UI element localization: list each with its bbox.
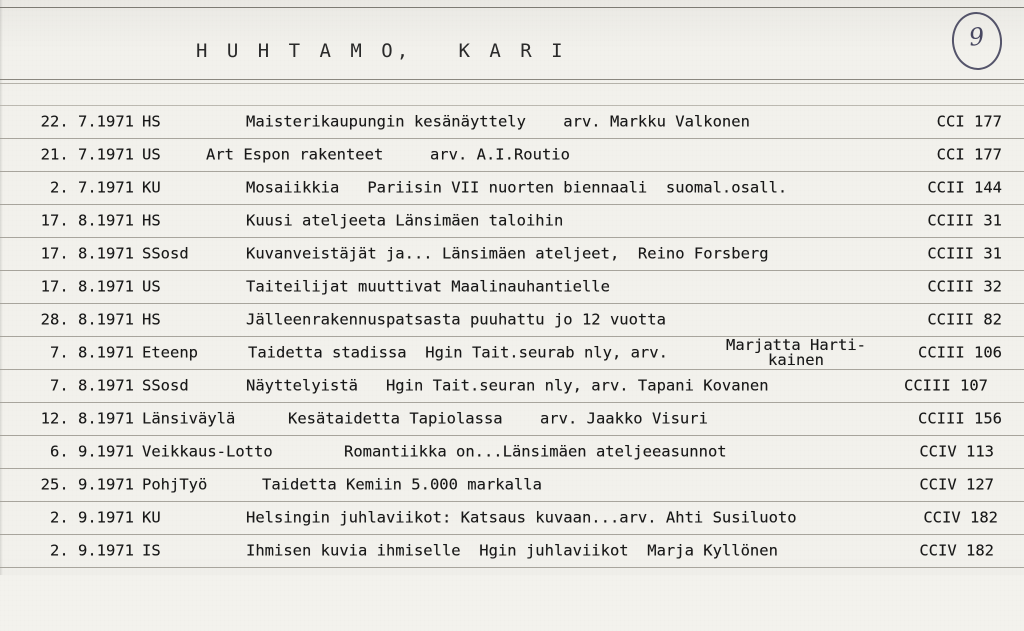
table-row[interactable] (0, 403, 1024, 436)
top-border-line (0, 7, 1024, 8)
entry-source: US (142, 277, 161, 296)
entry-title: Taidetta stadissa Hgin Tait.seurab nly, arv. (248, 343, 668, 362)
table-row[interactable] (0, 370, 1024, 403)
entry-title: Taidetta Kemiin 5.000 markalla (262, 475, 542, 494)
entry-date: 22. 7.1971 (40, 112, 134, 131)
entry-title-continuation (726, 338, 866, 368)
entry-source: KU (142, 178, 161, 197)
entry-title: Maisterikaupungin kesänäyttely arv. Markku Valkonen (246, 112, 750, 131)
entry-source: KU (142, 508, 161, 527)
entry-title: Kuusi ateljeeta Länsimäen taloihin (246, 211, 564, 230)
entry-date: 6. 9.1971 (50, 442, 134, 461)
page-number-circle (949, 10, 1005, 73)
table-row[interactable] (0, 238, 1024, 271)
entry-date: 2. 9.1971 (50, 508, 134, 527)
entry-source: SSosd (142, 244, 189, 263)
table-row[interactable] (0, 304, 1024, 337)
table-row[interactable] (0, 271, 1024, 304)
entry-date: 7. 8.1971 (50, 343, 134, 362)
continuation-line-2: kainen (767, 351, 824, 369)
entry-title: Mosaiikkia Pariisin VII nuorten biennaali suomal.osall. (246, 178, 788, 197)
entry-reference: CCIII 107 (904, 376, 988, 395)
entry-date: 28. 8.1971 (40, 310, 134, 329)
entry-title: Romantiikka on...Länsimäen ateljeeasunnot (344, 442, 727, 461)
header-separator-line-inner (0, 83, 1024, 84)
entry-reference: CCIII 156 (918, 409, 1002, 428)
header-separator-line-outer (0, 79, 1024, 80)
entry-title: Kesätaidetta Tapiolassa arv. Jaakko Visuri (288, 409, 708, 428)
entry-source: US (142, 145, 161, 164)
entry-source: HS (142, 310, 161, 329)
entry-reference: CCIII 32 (927, 277, 1002, 296)
entry-date: 12. 8.1971 (40, 409, 134, 428)
page-number: 9 (967, 22, 986, 52)
entry-source: HS (142, 211, 161, 230)
page-bottom-margin (0, 575, 1024, 631)
bibliography-table (0, 105, 1024, 568)
entry-reference: CCIV 182 (923, 508, 998, 527)
entry-source: HS (142, 112, 161, 131)
entry-reference: CCIII 82 (927, 310, 1002, 329)
entry-reference: CCIV 127 (919, 475, 994, 494)
entry-reference: CCII 144 (927, 178, 1002, 197)
entry-date: 17. 8.1971 (40, 211, 134, 230)
entry-title: Taiteilijat muuttivat Maalinauhantielle (246, 277, 610, 296)
entry-date: 7. 8.1971 (50, 376, 134, 395)
table-row[interactable] (0, 502, 1024, 535)
continuation-line-1: Marjatta Harti- (726, 336, 866, 354)
entry-date: 2. 7.1971 (50, 178, 134, 197)
table-row[interactable] (0, 105, 1024, 139)
entry-reference: CCI 177 (936, 112, 1002, 131)
entry-date: 25. 9.1971 (40, 475, 134, 494)
entry-source: IS (142, 541, 161, 560)
entry-reference: CCI 177 (936, 145, 1002, 164)
entry-source: Länsiväylä (142, 409, 236, 428)
entry-reference: CCIII 106 (918, 343, 1002, 362)
entry-title: Art Espon rakenteet arv. A.I.Routio (206, 145, 570, 164)
table-row[interactable] (0, 337, 1024, 370)
entry-title: Näyttelyistä Hgin Tait.seuran nly, arv. Tapani Kovanen (246, 376, 769, 395)
entry-source: Veikkaus-Lotto (142, 442, 273, 461)
entry-reference: CCIV 113 (919, 442, 994, 461)
entry-date: 21. 7.1971 (40, 145, 134, 164)
entry-title: Jälleenrakennuspatsasta puuhattu jo 12 vuotta (246, 310, 666, 329)
entry-title: Kuvanveistäjät ja... Länsimäen ateljeet, Reino Forsberg (246, 244, 769, 263)
entry-title: Ihmisen kuvia ihmiselle Hgin juhlaviikot Marja Kyllönen (246, 541, 778, 560)
table-row[interactable] (0, 139, 1024, 172)
table-row[interactable] (0, 436, 1024, 469)
entry-source: SSosd (142, 376, 189, 395)
entry-reference: CCIV 182 (919, 541, 994, 560)
entry-date: 17. 8.1971 (40, 244, 134, 263)
page-title: H U H T A M O, K A R I (196, 40, 567, 62)
entry-title: Helsingin juhlaviikot: Katsaus kuvaan...arv. Ahti Susiluoto (246, 508, 797, 527)
table-row[interactable] (0, 205, 1024, 238)
entry-reference: CCIII 31 (927, 244, 1002, 263)
table-row[interactable] (0, 469, 1024, 502)
entry-source: PohjTyö (142, 475, 208, 494)
entry-date: 2. 9.1971 (50, 541, 134, 560)
entry-reference: CCIII 31 (927, 211, 1002, 230)
entry-date: 17. 8.1971 (40, 277, 134, 296)
table-row[interactable] (0, 535, 1024, 568)
table-row[interactable] (0, 172, 1024, 205)
entry-source: Eteenp (142, 343, 198, 362)
